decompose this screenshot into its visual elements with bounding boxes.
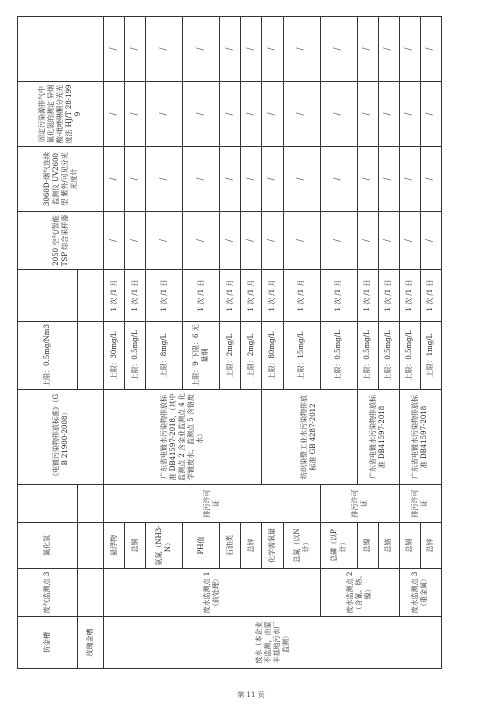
cell-limit-ph: 上限：9 下限：6 无量纲 [183,322,220,390]
table-row [104,17,125,669]
cell-param-total-zn-2: 总锌 [420,523,441,569]
cell-slash-12b: / [399,147,420,212]
cell-slash-3b: / [146,147,183,212]
cell-limit-total-zn-1: 上限：2mg/L [241,322,262,390]
cell-slash-5a: / [220,212,241,270]
cell-freq-6: 1 次 /1 月 [241,270,262,322]
cell-freq-12: 1 次 /1 日 [399,270,420,322]
cell-param-tp: 总磷（以P计） [320,523,357,569]
cell-slash-5d: / [220,17,241,82]
cell-param-total-cr: 总铬 [378,523,399,569]
cell-limit-total-cu: 上限：0.5mg/L [125,322,146,390]
table-row [18,17,78,669]
cell-param-total-cd: 总镉 [399,523,420,569]
cell-freq-1: 1 次 /1 月 [104,270,125,322]
cell-c1-d: 废水（本企业不监测，由蒙丰基地污水厂监测） [104,617,442,669]
cell-c3-a: 氰化氢 [18,523,78,569]
cell-param-ph: PH值 [183,523,220,569]
cell-slash-12d: / [399,17,420,82]
cell-slash-10b: / [357,147,378,212]
cell-slash-5b: / [220,147,241,212]
cell-slash-11c: / [378,82,399,147]
cell-limit-tn: 上限：15mg/L [283,322,320,390]
cell-limit-oil: 上限：2mg/L [220,322,241,390]
cell-slash-1c: / [104,82,125,147]
cell-limit-suspended: 上限：30mg/L [104,322,125,390]
cell-limit-air: 上限：0.5mg/Nm3 [18,322,78,390]
cell-param-suspended: 悬浮物 [104,523,125,569]
cell-slash-8c: / [283,82,320,147]
cell-freq-4: 1 次 /1 日 [183,270,220,322]
cell-slash-6c: / [241,82,262,147]
cell-method-1: 2050 空气/智能 TSP 综合采样器 [18,212,104,270]
cell-slash-8d: / [283,17,320,82]
cell-param-total-zn-1: 总锌 [241,523,262,569]
cell-slash-10a: / [357,212,378,270]
cell-std-ww2: 纺织染整工业水污染物排放标准 GB 4287-2012 [262,390,357,485]
cell-slash-7d: / [262,17,283,82]
table-row [320,17,357,669]
cell-std-air: 《电镀污染物排放标准》（GB 21900-2008） [18,390,104,485]
cell-blank-0 [18,17,104,82]
cell-param-cod: 化学需氧量 [262,523,283,569]
cell-slash-11b: / [378,147,399,212]
cell-slash-1d: / [104,17,125,82]
cell-slash-4b: / [183,147,220,212]
cell-slash-1b: / [104,147,125,212]
monitoring-table [17,16,442,669]
cell-limit-tp: 上限：0.5mg/L [320,322,357,390]
cell-limit-total-ni: 上限：0.5mg/L [357,322,378,390]
cell-slash-9c: / [320,82,357,147]
cell-limit-total-cd: 上限：0.5mg/L [399,322,420,390]
cell-slash-4d: / [183,17,220,82]
cell-slash-9b: / [320,147,357,212]
cell-slash-13b: / [420,147,441,212]
cell-blank-2 [78,523,104,569]
cell-freq-9: 1 次 /1 月 [320,270,357,322]
cell-slash-7a: / [262,212,283,270]
cell-c1-b: 玫瑰金槽 [78,617,104,669]
cell-slash-1a: / [104,212,125,270]
cell-slash-2c: / [125,82,146,147]
cell-param-oil: 石油类 [220,523,241,569]
cell-method-3: 固定污染源排气中氰化氢的测定 异烟酸-吡唑啉酮分光光度法 HJ/T 28-1999 [18,82,104,147]
cell-freq-3: 1 次 /1 日 [146,270,183,322]
cell-freq-5: 1 次 /1 月 [220,270,241,322]
cell-slash-13a: / [420,212,441,270]
cell-slash-9d: / [320,17,357,82]
cell-freq-7: 1 次 /1 月 [262,270,283,322]
cell-slash-11d: / [378,17,399,82]
cell-method-2: 3060D-烟气连续监测仪 UV2600 型 紫外/可见分光光度计 [18,147,104,212]
cell-c1-a: 仿金槽 [18,617,78,669]
cell-freq-2: 1 次 /1 日 [125,270,146,322]
cell-permit-1: 排污许可证 [104,485,321,523]
cell-slash-9a: / [320,212,357,270]
cell-slash-12a: / [399,212,420,270]
cell-c2-d: 废水监测点 3（重金属） [399,569,441,617]
cell-slash-3d: / [146,17,183,82]
cell-blank-1 [78,569,104,617]
cell-slash-3a: / [146,212,183,270]
cell-slash-6a: / [241,212,262,270]
cell-freq-11: 1 次 /1 日 [378,270,399,322]
cell-slash-8b: / [283,147,320,212]
cell-slash-11a: / [378,212,399,270]
cell-c2-a: 废气监测点 3 [18,569,78,617]
cell-slash-8a: / [283,212,320,270]
cell-slash-2d: / [125,17,146,82]
page-number: 第 11 页 [237,691,265,699]
cell-param-tn: 总氮（以N计） [283,523,320,569]
cell-slash-2a: / [125,212,146,270]
cell-slash-13d: / [420,17,441,82]
cell-param-total-cu: 总铜 [125,523,146,569]
cell-limit-cod: 上限：80mg/L [262,322,283,390]
cell-slash-5c: / [220,82,241,147]
cell-c2-c: 废水监测点 2（含氰、络、镍） [320,569,399,617]
cell-permit-3: 排污许可证 [399,485,441,523]
cell-slash-10d: / [357,17,378,82]
cell-limit-total-cr: 上限：0.5mg/L [378,322,399,390]
cell-slash-7c: / [262,82,283,147]
cell-slash-2b: / [125,147,146,212]
cell-freq-0 [18,270,78,322]
cell-slash-4c: / [183,82,220,147]
cell-limit-total-zn-2: 上限：1mg/L [420,322,441,390]
table-row [399,17,420,669]
cell-slash-10c: / [357,82,378,147]
cell-blank-4 [78,322,104,390]
cell-slash-4a: / [183,212,220,270]
cell-slash-13c: / [420,82,441,147]
cell-std-ww3a: 广东省电镀水污染物排放标准 DB41597-2018 [357,390,399,485]
cell-param-nh3n: 氨氮（NH3-N） [146,523,183,569]
cell-freq-13: 1 次 /1 日 [420,270,441,322]
cell-std-ww3b: 广东省电镀水污染物排放标准 DB41597-2018 [399,390,441,485]
cell-slash-3c: / [146,82,183,147]
cell-blank-3 [78,485,104,523]
cell-freq-8: 1 次 /1 月 [283,270,320,322]
cell-blank-5 [78,270,104,322]
cell-slash-7b: / [262,147,283,212]
cell-permit-0 [18,485,78,523]
cell-slash-6d: / [241,17,262,82]
cell-c2-b: 废水监测点 1（前处理） [104,569,321,617]
monitoring-table-rotated [17,17,442,669]
cell-limit-nh3n: 上限：8mg/L [146,322,183,390]
cell-std-ww1: 广东省电镀水污染物排放标准 DB41597-2018，（其中监测点 2 含金业监测点 4 化学镀废水、监测点 5 含铬废水） [104,390,262,485]
cell-freq-10: 1 次 /1 日 [357,270,378,322]
cell-param-total-ni: 总镍 [357,523,378,569]
cell-slash-6b: / [241,147,262,212]
cell-permit-2: 排污许可证 [320,485,399,523]
cell-slash-12c: / [399,82,420,147]
